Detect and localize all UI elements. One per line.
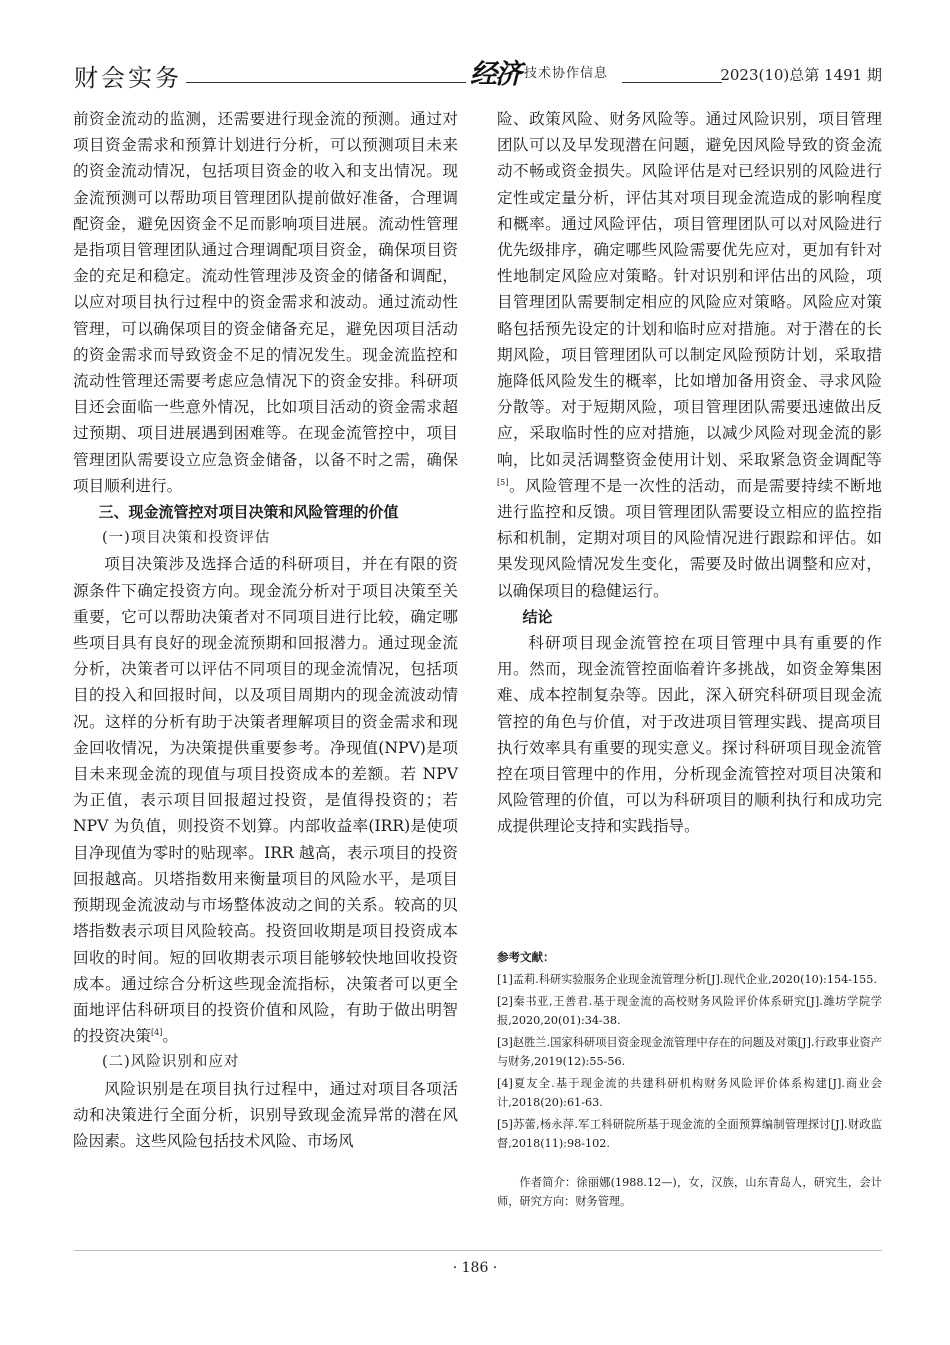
header-rule-right: [622, 82, 722, 83]
footer-rule: [74, 1250, 882, 1251]
paragraph: [73, 551, 458, 1049]
section-heading: 三、现金流管控对项目决策和风险管理的价值: [98, 503, 399, 522]
journal-logo: 经济: [470, 59, 520, 90]
page-header: [74, 52, 882, 92]
section-title: 财会实务: [74, 64, 182, 92]
conclusion-heading: 结论: [522, 607, 553, 626]
paragraph-text: 项目决策涉及选择合适的科研项目，并在有限的资源条件下确定投资方向。现金流分析对于项目决策至关重要，它可以帮助决策者对不同项目进行比较，确定哪些项目具有良好的现金流预期和回报潜力。通过现金流分析，决策者可以评估不同项目的现金流情况，包括项目的投入和回报时间，以及项目周期内的现金流波动情况。这样的分析有助于决策者理解项目的资金需求和现金回收情况，为决策提供重要参考。净现值(NPV)是项目未来现金流的现值与项目投资成本的差额。若 NPV 为正值，表示项目回报超过投资，是值得投资的；若 NPV 为负值，则投资不划算。内部收益率(IRR)是使项目净现值为零时的贴现率。IRR 越高，表示项目的投资回报越高。贝塔指数用来衡量项目的风险水平，是项目预期现金流波动与市场整体波动之间的关系。较高的贝塔指数表示项目风险较高。投资回收期是项目投资成本回收的时间。短的回收期表示项目能够较快地回收投资成本。通过综合分析这些现金流指标，决策者可以更全面地评估科研项目的投资价值和风险，有助于做出明智的投资决策: [73, 555, 458, 1046]
left-column: [73, 106, 458, 1154]
paragraph: 风险识别是在项目执行过程中，通过对项目各项活动和决策进行全面分析，识别导致现金流异常的潜在风险因素。这些风险包括技术风险、市场风: [73, 1079, 458, 1150]
paragraph-text: 险、政策风险、财务风险等。通过风险识别，项目管理团队可以及早发现潜在问题，避免因风险导致的资金流动不畅或资金损失。风险评估是对已经识别的风险进行定性或定量分析，评估其对项目现金流造成的影响程度和概率。通过风险评估，项目管理团队可以对风险进行优先级排序，确定哪些风险需要优先应对，更加有针对性地制定风险应对策略。针对识别和评估出的风险，项目管理团队需要制定相应的风险应对策略。风险应对策略包括预先设定的计划和临时应对措施。对于潜在的长期风险，项目管理团队可以制定风险预防计划，采取措施降低风险发生的概率，比如增加备用资金、寻求风险分散等。对于短期风险，项目管理团队需要迅速做出反应，采取临时性的应对措施，以减少风险对现金流的影响，比如灵活调整资金使用计划、采取紧急资金调配等: [497, 110, 882, 469]
citation: [4]: [150, 1027, 163, 1037]
reference-item: [3]赵胜兰.国家科研项目资金现金流管理中存在的问题及对策[J].行政事业资产与财务,2019(12):55-56.: [497, 1036, 882, 1068]
reference-item: [5]苏蕾,杨永萍.军工科研院所基于现金流的全面预算编制管理探讨[J].财政监督,2018(11):98-102.: [497, 1118, 882, 1150]
subsection-heading: (二)风险识别和应对: [102, 1054, 240, 1071]
reference-item: [4]夏友全.基于现金流的共建科研机构财务风险评价体系构建[J].商业会计,2018(20):61-63.: [497, 1077, 882, 1109]
author-bio: 作者简介：徐丽娜(1988.12—)，女，汉族，山东青岛人，研究生，会计师，研究方向：财务管理。: [497, 1176, 882, 1208]
citation: [5]: [497, 477, 509, 487]
paragraph: 科研项目现金流管控在项目管理中具有重要的作用。然而，现金流管控面临着许多挑战，如资金筹集困难、成本控制复杂等。因此，深入研究科研项目现金流管控的角色与价值，对于改进项目管理实践、提高项目执行效率具有重要的现实意义。探讨科研项目现金流管控在项目管理中的作用，分析现金流管控对项目决策和风险管理的价值，可以为科研项目的顺利执行和成功完成提供理论支持和实践指导。: [497, 634, 882, 836]
paragraph-end: 。: [162, 1027, 178, 1046]
paragraph: [497, 106, 882, 604]
subsection-heading: (一)项目决策和投资评估: [102, 530, 271, 547]
page-number: · 186 ·: [452, 1260, 498, 1276]
references-title: 参考文献：: [497, 950, 555, 964]
right-column: [497, 106, 882, 840]
reference-item: [1]孟莉.科研实验服务企业现金流管理分析[J].现代企业,2020(10):154-155.: [497, 973, 877, 986]
references: [497, 948, 882, 1214]
paragraph: 前资金流动的监测，还需要进行现金流的预测。通过对项目资金需求和预算计划进行分析，可以预测项目未来的资金流动情况，包括项目资金的收入和支出情况。现金流预测可以帮助项目管理团队提前做好准备，合理调配资金，避免因资金不足而影响项目进展。流动性管理是指项目管理团队通过合理调配项目资金，确保项目资金的充足和稳定。流动性管理涉及资金的储备和调配，以应对项目执行过程中的资金需求和波动。通过流动性管理，可以确保项目的资金储备充足，避免因项目活动的资金需求而导致资金不足的情况发生。现金流监控和流动性管理还需要考虑应急情况下的资金安排。科研项目还会面临一些意外情况，比如项目活动的资金需求超过预期、项目进展遇到困难等。在现金流管控中，项目管理团队需要设立应急资金储备，以备不时之需，确保项目顺利进行。: [73, 110, 458, 495]
issue-info: 2023(10)总第 1491 期: [720, 66, 882, 84]
journal-name: 技术协作信息: [524, 66, 609, 81]
header-rule-left: [186, 82, 466, 83]
reference-item: [2]秦书亚,王善君.基于现金流的高校财务风险评价体系研究[J].潍坊学院学报,2020,20(01):34-38.: [497, 995, 882, 1027]
paragraph-text: 。风险管理不是一次性的活动，而是需要持续不断地进行监控和反馈。项目管理团队需要设立相应的监控指标和机制，定期对项目的风险情况进行跟踪和评估。如果发现风险情况发生变化，需要及时做出调整和应对，以确保项目的稳健运行。: [497, 476, 882, 600]
